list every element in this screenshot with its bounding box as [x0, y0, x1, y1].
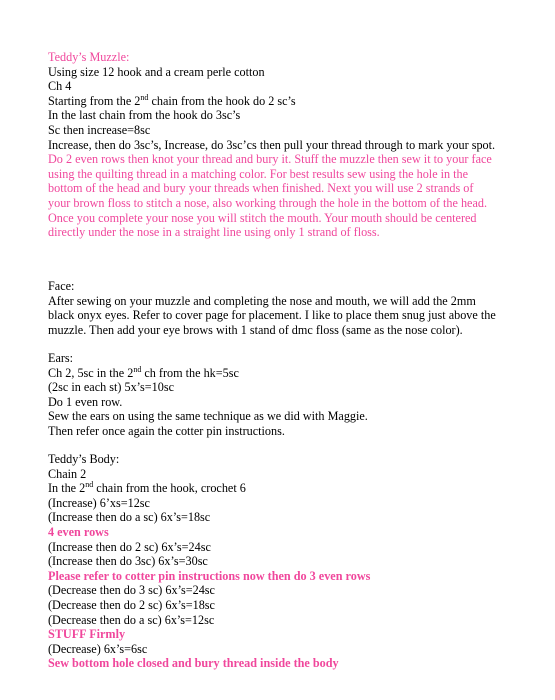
muzzle-section: [48, 50, 498, 240]
body-line-1: Chain 2: [48, 466, 87, 481]
ears-title: Ears:: [48, 351, 74, 365]
body-line-12: STUFF Firmly: [48, 627, 126, 642]
ears-line-4: Sew the ears on using the same technique as we did with Maggie.: [48, 409, 368, 424]
ears-line-3: Do 1 even row.: [48, 394, 123, 409]
body-line-5: 4 even rows: [48, 524, 109, 539]
ears-line-1-text: Ch 2, 5sc in the 2: [48, 365, 134, 380]
muzzle-instructions: Do 2 even rows then knot your thread and bury it. Stuff the muzzle then sew it to your face using the quilting thread in a matching color. For best results sew using the hole in the bottom of the head and bury your threads when finished. Next you will use 2 strands of your brown floss to stitch a nose, also working through the hole in the bottom of the head. Once you complete your nose you will stitch the mouth. Your mouth should be centered directly under the nose in a straight line using only 1 strand of floss.: [48, 152, 492, 240]
muzzle-line-1: Using size 12 hook and a cream perle cotton: [48, 64, 265, 79]
body-line-14: Sew bottom hole closed and bury thread inside the body: [48, 656, 339, 671]
ears-section: [48, 351, 498, 439]
muzzle-line-3-text: Starting from the 2: [48, 93, 141, 108]
ears-line-2: (2sc in each st) 5x’s=10sc: [48, 380, 175, 395]
body-line-6: (Increase then do 2 sc) 6x’s=24sc: [48, 539, 211, 554]
ears-line-5: Then refer once again the cotter pin instructions.: [48, 423, 285, 438]
muzzle-line-3-rest: chain from the hook do 2 sc’s: [148, 93, 296, 108]
muzzle-line-3: [48, 94, 498, 109]
body-section: [48, 452, 498, 671]
body-title: Teddy’s Body:: [48, 452, 120, 466]
ears-line-1: [48, 366, 498, 381]
muzzle-line-6: Increase, then do 3sc’s, Increase, do 3sc’cs then pull your thread through to mark your spot.: [48, 137, 496, 152]
face-text: After sewing on your muzzle and completing the nose and mouth, we will add the 2mm black onyx eyes. Refer to cover page for placement. I like to place them snug just above the muzzle. Then add your eye brows with 1 stand of dmc floss (same as the nose color).: [48, 293, 496, 337]
muzzle-line-5: Sc then increase=8sc: [48, 122, 151, 137]
body-line-3: (Increase) 6’xs=12sc: [48, 495, 150, 510]
body-line-9: (Decrease then do 3 sc) 6x’s=24sc: [48, 583, 215, 598]
body-line-4: (Increase then do a sc) 6x’s=18sc: [48, 510, 211, 525]
body-line-8: Please refer to cotter pin instructions now then do 3 even rows: [48, 568, 371, 583]
muzzle-line-4: In the last chain from the hook do 3sc’s: [48, 108, 241, 123]
body-line-7: (Increase then do 3sc) 6x’s=30sc: [48, 554, 208, 569]
body-line-10: (Decrease then do 2 sc) 6x’s=18sc: [48, 597, 215, 612]
ordinal-suffix: nd: [85, 480, 94, 490]
body-line-13: (Decrease) 6x’s=6sc: [48, 641, 148, 656]
body-line-2-rest: chain from the hook, crochet 6: [93, 481, 246, 496]
ordinal-suffix: nd: [133, 364, 142, 374]
face-section: [48, 279, 498, 337]
muzzle-line-2: Ch 4: [48, 79, 72, 94]
muzzle-title: Teddy’s Muzzle:: [48, 50, 130, 64]
ordinal-suffix: nd: [140, 92, 149, 102]
body-line-2-text: In the 2: [48, 481, 86, 496]
body-line-2: [48, 481, 498, 496]
ears-line-1-rest: ch from the hk=5sc: [141, 365, 239, 380]
face-title: Face:: [48, 279, 75, 293]
body-line-11: (Decrease then do a sc) 6x’s=12sc: [48, 612, 215, 627]
